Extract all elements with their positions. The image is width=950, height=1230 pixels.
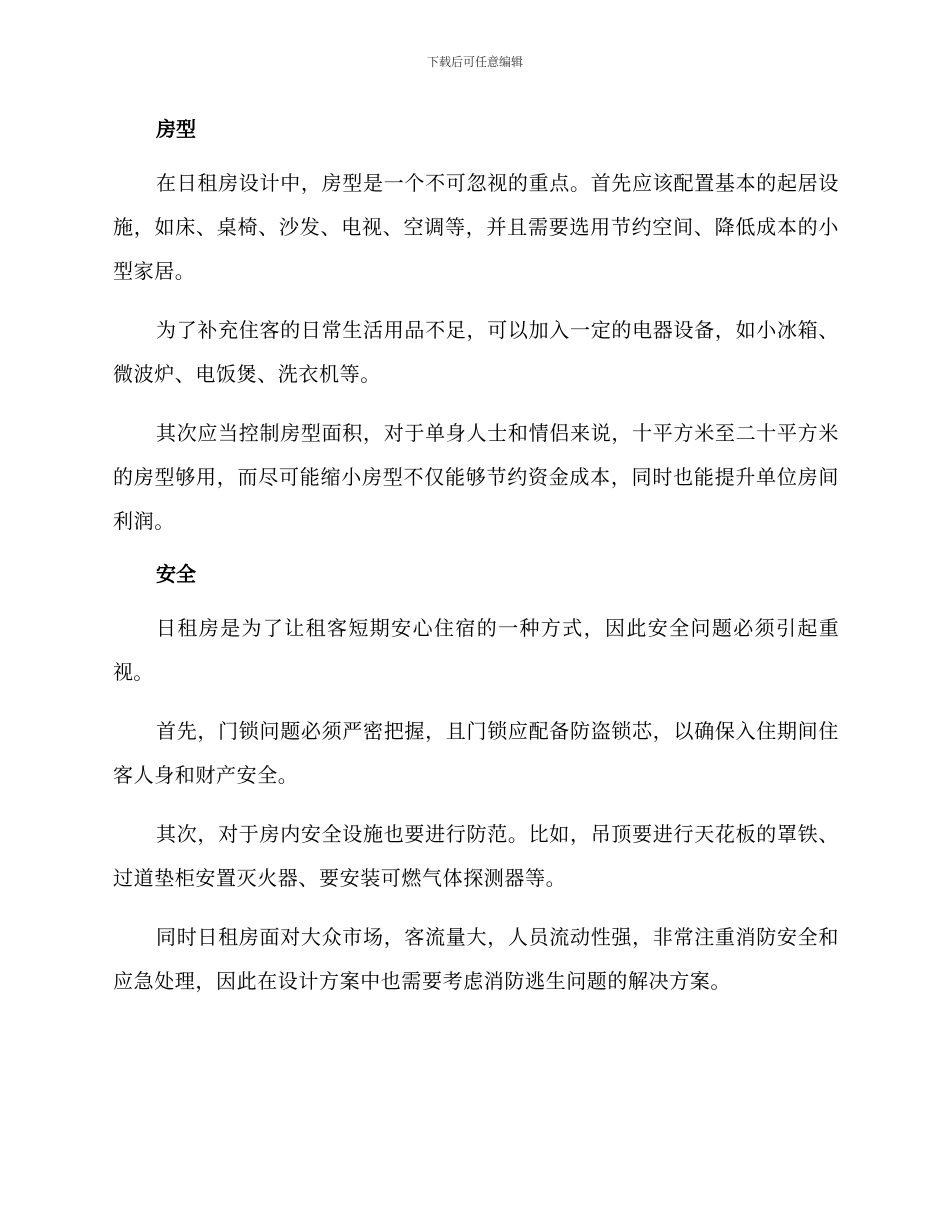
- section-room-type: [113, 113, 839, 543]
- paragraph: 日租房是为了让租客短期安心住宿的一种方式，因此安全问题必须引起重视。: [113, 616, 839, 684]
- page-header: 下载后可任意编辑: [426, 55, 523, 69]
- paragraph: 为了补充住客的日常生活用品不足，可以加入一定的电器设备，如小冰箱、微波炉、电饭煲、洗衣机等。: [113, 318, 839, 386]
- paragraph: 首先，门锁问题必须严密把握，且门锁应配备防盗锁芯，以确保入住期间住客人身和财产安全。: [113, 719, 839, 787]
- section-heading: 安全: [156, 562, 196, 586]
- section-heading: 房型: [156, 117, 196, 141]
- section-safety: [113, 558, 839, 1003]
- paragraph: 其次，对于房内安全设施也要进行防范。比如，吊顶要进行天花板的罩铁、过道垫柜安置灭火器、要安装可燃气体探测器等。: [113, 822, 839, 890]
- document-body: [113, 113, 839, 1018]
- paragraph: 其次应当控制房型面积，对于单身人士和情侣来说，十平方米至二十平方米的房型够用，而尽可能缩小房型不仅能够节约资金成本，同时也能提升单位房间利润。: [113, 421, 839, 533]
- paragraph: 在日租房设计中，房型是一个不可忽视的重点。首先应该配置基本的起居设施，如床、桌椅、沙发、电视、空调等，并且需要选用节约空间、降低成本的小型家居。: [113, 171, 839, 283]
- paragraph: 同时日租房面对大众市场，客流量大，人员流动性强，非常注重消防安全和应急处理，因此在设计方案中也需要考虑消防逃生问题的解决方案。: [113, 925, 839, 993]
